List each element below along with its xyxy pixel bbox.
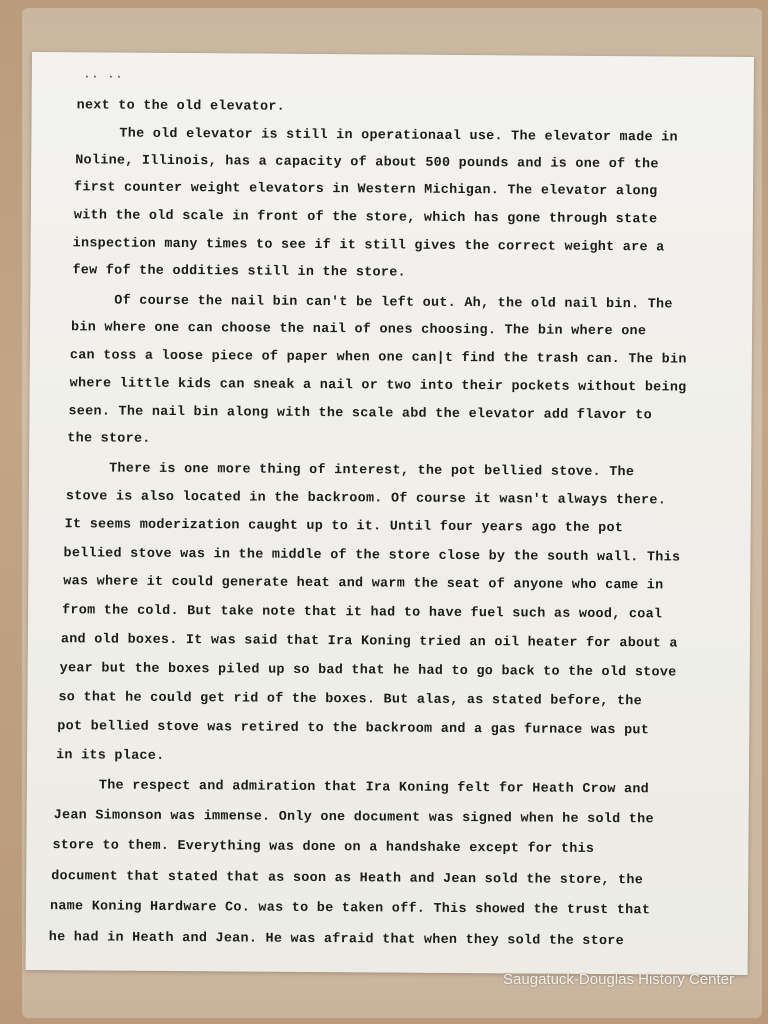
- text-line: can toss a loose piece of paper when one can|t find the trash can. The bin: [69, 348, 687, 368]
- text-line: few fof the oddities still in the store.: [72, 263, 406, 281]
- text-line: from the cold. But take note that it had to have fuel such as wood, coal: [62, 603, 663, 623]
- text-line: The old elevator is still in operationaal use. The elevator made in: [119, 126, 678, 146]
- text-line: document that stated that as soon as Heath and Jean sold the store, the: [51, 869, 644, 889]
- text-line: with the old scale in front of the store, which has gone through state: [73, 208, 658, 228]
- text-line: pot bellied stove was retired to the backroom and a gas furnace was put: [57, 719, 650, 739]
- text-line: There is one more thing of interest, the pot bellied stove. The: [109, 461, 635, 481]
- text-line: Jean Simonson was immense. Only one document was signed when he sold the: [53, 808, 654, 828]
- text-line: It seems moderization caught up to it. Until four years ago the pot: [64, 517, 624, 537]
- page-mark: .. ..: [83, 70, 124, 82]
- text-line: he had in Heath and Jean. He was afraid that when they sold the store: [48, 930, 625, 950]
- text-line: store to them. Everything was done on a handshake except for this: [52, 838, 595, 857]
- text-line: next to the old elevator.: [76, 98, 286, 115]
- text-line: name Koning Hardware Co. was to be taken off. This showed the trust that: [49, 899, 651, 919]
- text-line: was where it could generate heat and warm the seat of anyone who came in: [63, 574, 664, 594]
- text-line: bin where one can choose the nail of ones choosing. The bin where one: [71, 320, 647, 340]
- text-line: inspection many times to see if it still gives the correct weight are a: [72, 236, 665, 256]
- text-line: in its place.: [56, 748, 165, 764]
- text-line: Noline, Illinois, has a capacity of about 500 pounds and is one of the: [75, 153, 659, 173]
- text-line: where little kids can sneak a nail or two into their pockets without being: [69, 376, 687, 396]
- text-line: year but the boxes piled up so bad that he had to go back to the old stove: [59, 661, 677, 681]
- text-line: seen. The nail bin along with the scale abd the elevator add flavor to: [68, 404, 653, 424]
- typewritten-page: [26, 52, 754, 975]
- text-line: so that he could get rid of the boxes. But alas, as stated before, the: [58, 690, 643, 710]
- text-line: bellied stove was in the middle of the store close by the south wall. This: [63, 546, 681, 566]
- watermark: Saugatuck-Douglas History Center: [503, 971, 734, 988]
- text-line: and old boxes. It was said that Ira Koning tried an oil heater for about a: [60, 632, 678, 652]
- text-line: The respect and admiration that Ira Koning felt for Heath Crow and: [98, 778, 650, 798]
- text-line: the store.: [67, 431, 151, 447]
- text-line: Of course the nail bin can't be left out. Ah, the old nail bin. The: [114, 293, 673, 313]
- text-line: first counter weight elevators in Western Michigan. The elevator along: [74, 180, 658, 200]
- text-line: stove is also located in the backroom. Of course it wasn't always there.: [65, 489, 667, 509]
